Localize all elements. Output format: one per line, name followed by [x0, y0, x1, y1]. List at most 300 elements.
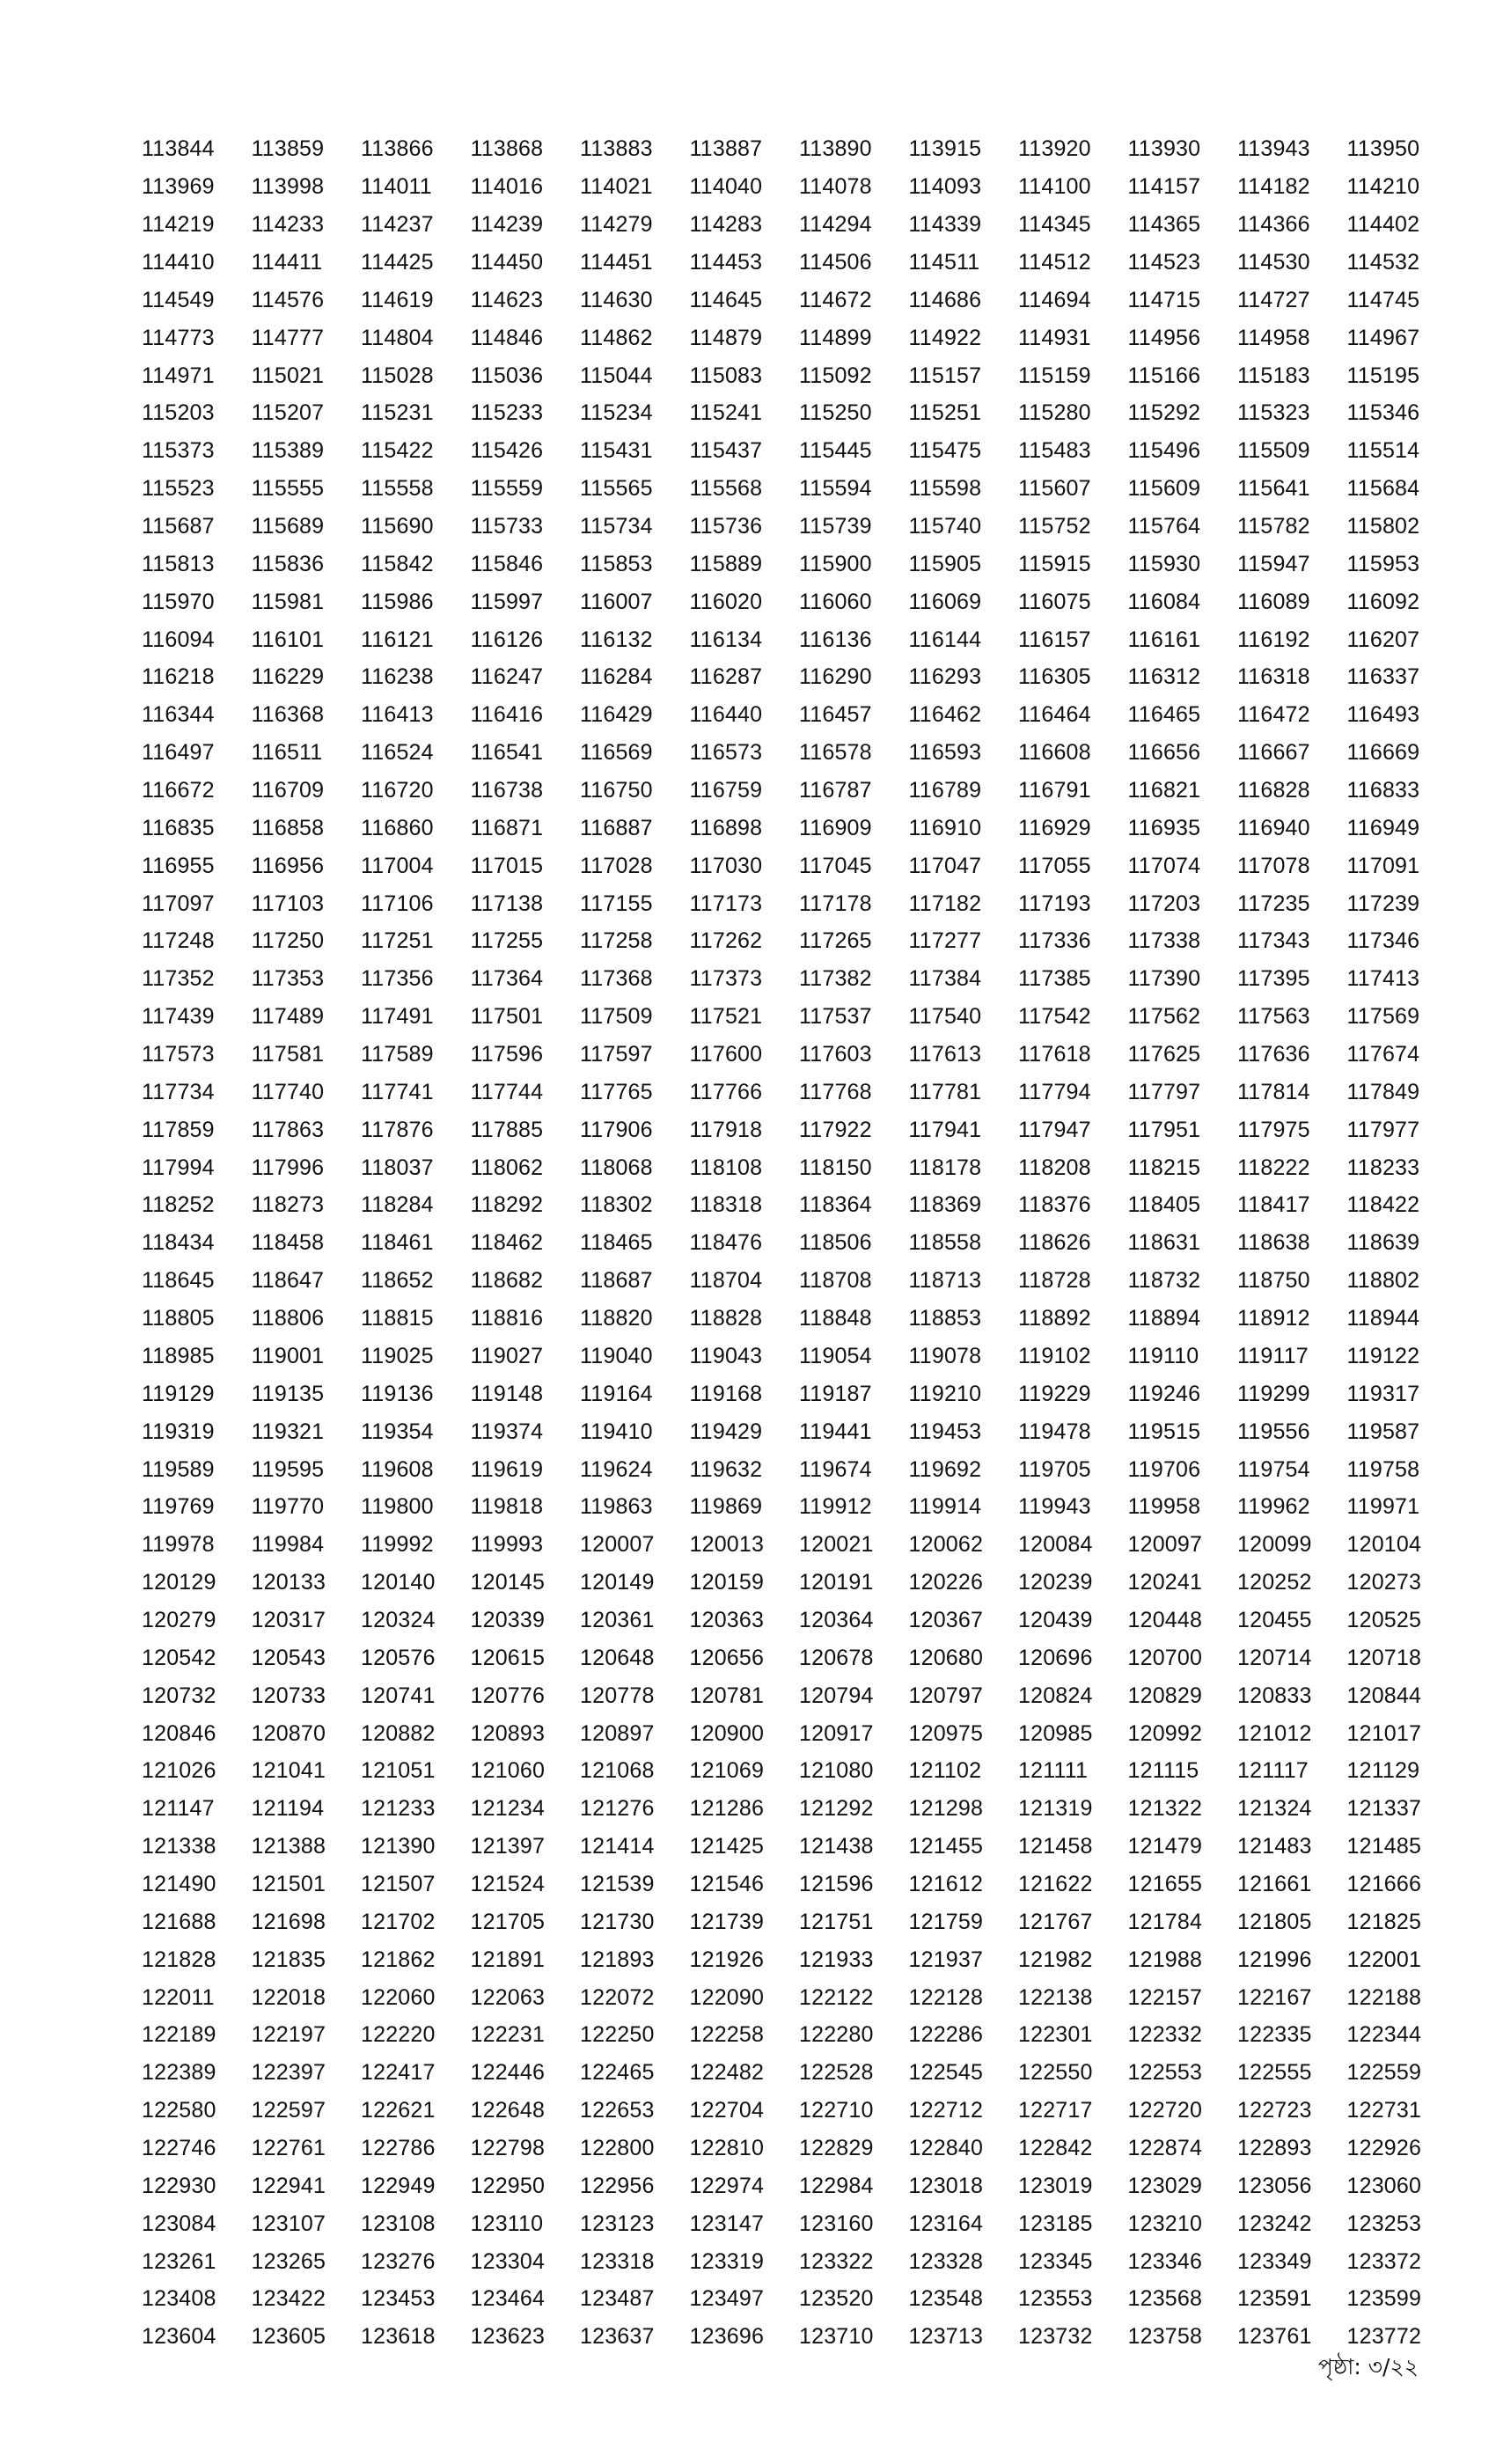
roll-number-cell: 119515 [1127, 1419, 1201, 1444]
roll-number-cell: 120794 [799, 1683, 874, 1708]
roll-number-cell: 120542 [142, 1645, 216, 1670]
roll-number-cell: 114530 [1237, 250, 1310, 275]
roll-number-cell: 115568 [689, 476, 763, 502]
roll-number-cell: 116092 [1346, 589, 1420, 614]
roll-number-cell: 115021 [251, 363, 325, 388]
roll-number-cell: 117091 [1346, 853, 1420, 878]
roll-number-cell: 115740 [908, 514, 982, 539]
roll-number-cell: 118417 [1237, 1192, 1310, 1218]
roll-number-cell: 114021 [580, 174, 653, 200]
roll-number-cell: 117353 [251, 966, 325, 992]
roll-number-cell: 116144 [908, 627, 982, 652]
roll-number-cell: 121739 [689, 1909, 765, 1934]
roll-number-cell: 122950 [470, 2173, 546, 2198]
roll-number-cell: 120678 [799, 1645, 874, 1670]
roll-number-cell: 115292 [1127, 400, 1201, 426]
roll-number-cell: 117336 [1018, 928, 1091, 954]
roll-number-cell: 121485 [1346, 1834, 1422, 1859]
roll-number-cell: 119168 [689, 1381, 763, 1406]
roll-number-cell: 113969 [142, 174, 215, 200]
roll-number-cell: 121622 [1018, 1871, 1093, 1896]
roll-number-cell: 120680 [908, 1645, 984, 1670]
roll-number-cell: 123019 [1018, 2173, 1093, 2198]
roll-number-cell: 123623 [470, 2324, 546, 2350]
roll-number-cell: 119102 [1018, 1343, 1091, 1368]
roll-number-cell: 120741 [361, 1683, 436, 1708]
roll-number-cell: 114157 [1127, 174, 1201, 200]
roll-number-cell: 116218 [142, 664, 215, 690]
roll-number-cell: 116898 [689, 815, 763, 840]
roll-number-cell: 119229 [1018, 1381, 1091, 1406]
roll-number-cell: 117975 [1237, 1117, 1310, 1142]
roll-number-cell: 123318 [580, 2248, 655, 2274]
roll-number-cell: 117250 [251, 928, 325, 954]
roll-number-cell: 116121 [361, 627, 434, 652]
roll-number-cell: 122231 [470, 2022, 546, 2048]
roll-number-cell: 116344 [142, 702, 215, 728]
roll-number-cell: 120870 [251, 1720, 326, 1746]
roll-number-cell: 122389 [142, 2060, 216, 2086]
roll-number-cell: 116465 [1127, 702, 1201, 728]
roll-number-cell: 115889 [689, 551, 763, 576]
roll-number-cell: 122559 [1346, 2060, 1422, 2086]
roll-number-cell: 117542 [1018, 1004, 1091, 1030]
roll-number-cell: 116955 [142, 853, 215, 878]
roll-number-cell: 122704 [689, 2098, 765, 2123]
roll-number-cell: 122482 [689, 2060, 765, 2086]
roll-number-cell: 122956 [580, 2173, 655, 2198]
roll-number-cell: 122332 [1127, 2022, 1203, 2048]
roll-number-cell: 117193 [1018, 891, 1091, 916]
roll-number-cell: 118631 [1127, 1230, 1201, 1256]
roll-number-cell: 118805 [142, 1306, 215, 1331]
roll-number-cell: 115607 [1018, 476, 1091, 502]
roll-number-cell: 116709 [251, 778, 325, 803]
roll-number-cell: 115251 [908, 400, 982, 426]
roll-number-cell: 115986 [361, 589, 434, 614]
roll-number-cell: 115689 [251, 514, 325, 539]
roll-number-cell: 116956 [251, 853, 325, 878]
roll-number-cell: 123548 [908, 2286, 984, 2312]
roll-number-cell: 116084 [1127, 589, 1201, 614]
page-number: পৃষ্ঠা: ৩/২২ [1317, 2354, 1419, 2380]
roll-number-cell: 120824 [1018, 1683, 1093, 1708]
roll-number-cell: 114093 [908, 174, 982, 200]
roll-number-cell: 120733 [251, 1683, 326, 1708]
roll-number-cell: 119971 [1346, 1494, 1420, 1520]
roll-number-cell: 118687 [580, 1268, 653, 1294]
roll-number-cell: 117338 [1127, 928, 1201, 954]
roll-number-cell: 117255 [470, 928, 544, 954]
roll-number-cell: 116464 [1018, 702, 1091, 728]
roll-number-cell: 114219 [142, 212, 215, 238]
roll-number-cell: 116287 [689, 664, 763, 690]
roll-number-cell: 115445 [799, 438, 872, 464]
roll-number-cell: 121501 [251, 1871, 326, 1896]
roll-number-cell: 120696 [1018, 1645, 1093, 1670]
roll-number-cell: 121490 [142, 1871, 216, 1896]
roll-number-cell: 118465 [580, 1230, 653, 1256]
roll-number-cell: 122926 [1346, 2135, 1422, 2160]
roll-number-cell: 117045 [799, 853, 872, 878]
roll-number-cell: 122553 [1127, 2060, 1203, 2086]
roll-number-cell: 119040 [580, 1343, 653, 1368]
roll-number-cell: 122731 [1346, 2098, 1422, 2123]
roll-number-cell: 121702 [361, 1909, 436, 1934]
roll-number-cell: 120778 [580, 1683, 655, 1708]
roll-number-cell: 118892 [1018, 1306, 1091, 1331]
roll-number-cell: 122893 [1237, 2135, 1312, 2160]
roll-number-cell: 119187 [799, 1381, 872, 1406]
roll-number-cell: 117603 [799, 1042, 872, 1067]
roll-number-cell: 113866 [361, 136, 434, 162]
roll-number-cell: 123349 [1237, 2248, 1312, 2274]
roll-number-cell: 115641 [1237, 476, 1310, 502]
roll-number-cell: 121026 [142, 1758, 216, 1784]
roll-number-cell: 118816 [470, 1306, 544, 1331]
roll-number-cell: 120439 [1018, 1607, 1093, 1632]
roll-number-cell: 119869 [689, 1494, 763, 1520]
roll-number-cell: 118369 [908, 1192, 982, 1218]
roll-number-cell: 117794 [1018, 1079, 1091, 1104]
roll-number-cell: 117859 [142, 1117, 215, 1142]
roll-number-cell: 115250 [799, 400, 872, 426]
roll-number-cell: 123346 [1127, 2248, 1203, 2274]
roll-number-cell: 117849 [1346, 1079, 1420, 1104]
roll-number-cell: 117589 [361, 1042, 434, 1067]
roll-number-cell: 114100 [1018, 174, 1091, 200]
roll-number-cell: 113887 [689, 136, 763, 162]
roll-number-cell: 118222 [1237, 1155, 1310, 1180]
roll-number-cell: 115044 [580, 363, 653, 388]
roll-number-cell: 118828 [689, 1306, 763, 1331]
roll-number-cell: 114745 [1346, 287, 1420, 312]
roll-number-cell: 115422 [361, 438, 434, 464]
roll-number-cell: 122723 [1237, 2098, 1312, 2123]
roll-number-cell: 114623 [470, 287, 544, 312]
roll-number-cell: 115195 [1346, 363, 1420, 388]
roll-number-cell: 119441 [799, 1419, 872, 1444]
roll-number-cell: 119993 [470, 1532, 544, 1558]
roll-number-cell: 123604 [142, 2324, 216, 2350]
roll-number-cell: 120149 [580, 1570, 655, 1595]
roll-number-cell: 115280 [1018, 400, 1091, 426]
roll-number-cell: 123520 [799, 2286, 874, 2312]
roll-number-cell: 116871 [470, 815, 544, 840]
roll-number-cell: 114425 [361, 250, 434, 275]
roll-number-cell: 120145 [470, 1570, 546, 1595]
roll-number-cell: 115915 [1018, 551, 1091, 576]
roll-number-cell: 118037 [361, 1155, 434, 1180]
roll-number-cell: 123591 [1237, 2286, 1312, 2312]
roll-number-cell: 117613 [908, 1042, 982, 1067]
roll-number-cell: 114922 [908, 325, 982, 350]
roll-number-cell: 120133 [251, 1570, 326, 1595]
roll-number-cell: 115813 [142, 551, 215, 576]
roll-number-cell: 119912 [799, 1494, 872, 1520]
roll-number-cell: 118639 [1346, 1230, 1420, 1256]
roll-number-cell: 118647 [251, 1268, 325, 1294]
roll-number-cell: 123408 [142, 2286, 216, 2312]
roll-number-cell: 115981 [251, 589, 325, 614]
roll-number-cell: 114899 [799, 325, 872, 350]
roll-number-cell: 120718 [1346, 1645, 1422, 1670]
roll-number-cell: 122528 [799, 2060, 874, 2086]
roll-number-cell: 121194 [251, 1796, 325, 1822]
roll-number-cell: 118178 [908, 1155, 982, 1180]
roll-number-cell: 117863 [251, 1117, 325, 1142]
roll-number-cell: 117173 [689, 891, 763, 916]
roll-number-cell: 116075 [1018, 589, 1091, 614]
roll-number-cell: 118985 [142, 1343, 215, 1368]
roll-number-cell: 117138 [470, 891, 544, 916]
roll-number-cell: 121926 [689, 1947, 765, 1972]
roll-number-cell: 117395 [1237, 966, 1310, 992]
roll-number-cell: 119769 [142, 1494, 215, 1520]
roll-number-cell: 118802 [1346, 1268, 1420, 1294]
roll-number-cell: 114011 [361, 174, 432, 200]
roll-number-cell: 117765 [580, 1079, 653, 1104]
roll-number-cell: 123108 [361, 2211, 436, 2236]
roll-number-cell: 122842 [1018, 2135, 1093, 2160]
roll-number-cell: 122761 [251, 2135, 326, 2160]
roll-number-cell: 113844 [142, 136, 215, 162]
roll-number-cell: 120363 [689, 1607, 765, 1632]
roll-number-cell: 123710 [799, 2324, 874, 2350]
roll-number-cell: 121111 [1018, 1758, 1089, 1784]
roll-number-cell: 118150 [799, 1155, 872, 1180]
roll-number-cell: 116157 [1018, 627, 1091, 652]
roll-number-cell: 121862 [361, 1947, 436, 1972]
roll-number-cell: 119025 [361, 1343, 434, 1368]
roll-number-cell: 121388 [251, 1834, 326, 1859]
roll-number-cell: 114233 [251, 212, 325, 238]
roll-number-cell: 120324 [361, 1607, 436, 1632]
roll-number-cell: 120917 [799, 1720, 874, 1746]
roll-number-cell: 117600 [689, 1042, 763, 1067]
roll-number-cell: 122800 [580, 2135, 655, 2160]
roll-number-cell: 117106 [361, 891, 434, 916]
roll-number-cell: 117413 [1346, 966, 1420, 992]
roll-number-cell: 119317 [1346, 1381, 1420, 1406]
roll-number-cell: 123029 [1127, 2173, 1203, 2198]
roll-number-cell: 123261 [142, 2248, 216, 2274]
roll-number-cell: 122344 [1346, 2022, 1422, 2048]
roll-number-cell: 118252 [142, 1192, 215, 1218]
roll-number-cell: 122930 [142, 2173, 216, 2198]
roll-number-cell: 120361 [580, 1607, 655, 1632]
roll-number-cell: 121414 [580, 1834, 655, 1859]
roll-number-cell: 115234 [580, 400, 653, 426]
roll-number-cell: 123713 [908, 2324, 984, 2350]
roll-number-cell: 115900 [799, 551, 872, 576]
roll-number-cell: 116593 [908, 740, 982, 766]
roll-number-cell: 120829 [1127, 1683, 1203, 1708]
roll-number-cell: 117906 [580, 1117, 653, 1142]
roll-number-cell: 118108 [689, 1155, 763, 1180]
roll-number-cell: 115509 [1237, 438, 1310, 464]
roll-number-cell: 120975 [908, 1720, 984, 1746]
roll-number-cell: 121891 [470, 1947, 546, 1972]
roll-number-cell: 117265 [799, 928, 872, 954]
roll-number-cell: 116094 [142, 627, 215, 652]
roll-number-cell: 115836 [251, 551, 325, 576]
roll-number-cell: 118434 [142, 1230, 215, 1256]
roll-number-cell: 122063 [470, 1984, 546, 2010]
roll-number-cell: 117439 [142, 1004, 215, 1030]
roll-number-cell: 122090 [689, 1984, 765, 2010]
roll-number-cell: 121068 [580, 1758, 655, 1784]
roll-number-cell: 122122 [799, 1984, 874, 2010]
roll-number-cell: 116126 [470, 627, 544, 652]
roll-number-cell: 121937 [908, 1947, 984, 1972]
roll-number-cell: 122545 [908, 2060, 984, 2086]
roll-number-cell: 117390 [1127, 966, 1201, 992]
roll-number-cell: 118284 [361, 1192, 434, 1218]
roll-number-cell: 122197 [251, 2022, 326, 2048]
roll-number-cell: 121988 [1127, 1947, 1203, 1972]
roll-number-cell: 116541 [470, 740, 544, 766]
roll-number-cell: 120615 [470, 1645, 546, 1670]
roll-number-cell: 117947 [1018, 1117, 1091, 1142]
roll-number-cell: 122648 [470, 2098, 546, 2123]
roll-number-cell: 115736 [689, 514, 763, 539]
roll-number-cell: 115389 [251, 438, 325, 464]
roll-number-cell: 122220 [361, 2022, 436, 2048]
roll-number-cell: 122280 [799, 2022, 874, 2048]
roll-number-cell: 118853 [908, 1306, 982, 1331]
roll-number-cell: 123084 [142, 2211, 216, 2236]
roll-number-cell: 116791 [1018, 778, 1091, 803]
roll-number-cell: 114523 [1127, 250, 1201, 275]
roll-number-cell: 122710 [799, 2098, 874, 2123]
roll-number-cell: 123618 [361, 2324, 436, 2350]
roll-number-cell: 117781 [908, 1079, 982, 1104]
roll-number-cell: 121933 [799, 1947, 874, 1972]
roll-number-cell: 115558 [361, 476, 434, 502]
roll-number-cell: 115846 [470, 551, 544, 576]
roll-number-cell: 119136 [361, 1381, 434, 1406]
roll-number-cell: 116312 [1127, 664, 1201, 690]
roll-number-cell: 120700 [1127, 1645, 1203, 1670]
roll-number-cell: 119027 [470, 1343, 544, 1368]
roll-number-cell: 119374 [470, 1419, 544, 1444]
roll-number-cell: 121286 [689, 1796, 765, 1822]
roll-number-cell: 121698 [251, 1909, 326, 1934]
roll-number-cell: 121612 [908, 1871, 984, 1896]
roll-number-cell: 120159 [689, 1570, 765, 1595]
roll-number-cell: 118704 [689, 1268, 763, 1294]
roll-number-cell: 120846 [142, 1720, 216, 1746]
roll-number-cell: 114549 [142, 287, 215, 312]
roll-number-cell: 116290 [799, 664, 872, 690]
roll-number-cell: 117537 [799, 1004, 872, 1030]
roll-number-cell: 116935 [1127, 815, 1201, 840]
roll-number-cell: 118750 [1237, 1268, 1310, 1294]
roll-number-cell: 120844 [1346, 1683, 1422, 1708]
roll-number-cell: 121596 [799, 1871, 874, 1896]
roll-number-cell: 116759 [689, 778, 763, 803]
roll-number-cell: 120882 [361, 1720, 436, 1746]
roll-number-cell: 120364 [799, 1607, 874, 1632]
roll-number-cell: 114956 [1127, 325, 1201, 350]
roll-number-cell: 116887 [580, 815, 653, 840]
roll-number-cell: 116667 [1237, 740, 1310, 766]
roll-number-cell: 113890 [799, 136, 872, 162]
roll-number-cell: 121705 [470, 1909, 546, 1934]
roll-number-cell: 114971 [142, 363, 215, 388]
roll-number-cell: 119587 [1346, 1419, 1420, 1444]
roll-number-cell: 115159 [1018, 363, 1091, 388]
roll-number-cell: 116672 [142, 778, 215, 803]
roll-number-cell: 119943 [1018, 1494, 1091, 1520]
roll-number-cell: 119978 [142, 1532, 215, 1558]
roll-number-cell: 116161 [1127, 627, 1201, 652]
roll-number-cell: 116909 [799, 815, 872, 840]
roll-number-cell: 119054 [799, 1343, 872, 1368]
roll-number-cell: 117155 [580, 891, 653, 916]
roll-number-cell: 115514 [1346, 438, 1420, 464]
roll-number-cell: 119129 [142, 1381, 215, 1406]
roll-number-cell: 117097 [142, 891, 215, 916]
roll-number-cell: 115373 [142, 438, 215, 464]
roll-number-cell: 121060 [470, 1758, 546, 1784]
roll-number-cell: 120226 [908, 1570, 984, 1595]
roll-number-cell: 114694 [1018, 287, 1091, 312]
roll-number-cell: 120099 [1237, 1532, 1312, 1558]
roll-number-cell: 114862 [580, 325, 653, 350]
roll-number-cell: 115734 [580, 514, 653, 539]
roll-number-cell: 118728 [1018, 1268, 1091, 1294]
roll-number-cell: 119800 [361, 1494, 434, 1520]
roll-number-cell: 117103 [251, 891, 325, 916]
roll-number-cell: 117741 [361, 1079, 434, 1104]
roll-number-cell: 119984 [251, 1532, 325, 1558]
roll-number-cell: 123761 [1237, 2324, 1312, 2350]
roll-number-cell: 115905 [908, 551, 982, 576]
roll-number-cell: 120455 [1237, 1607, 1312, 1632]
roll-number-cell: 116578 [799, 740, 872, 766]
roll-number-cell: 122712 [908, 2098, 984, 2123]
roll-number-cell: 114958 [1237, 325, 1310, 350]
roll-number-cell: 120732 [142, 1683, 216, 1708]
roll-number-cell: 120084 [1018, 1532, 1093, 1558]
roll-number-cell: 118302 [580, 1192, 653, 1218]
roll-number-cell: 117078 [1237, 853, 1310, 878]
roll-number-cell: 116750 [580, 778, 653, 803]
roll-number-cell: 121828 [142, 1947, 216, 1972]
roll-number-cell: 121041 [251, 1758, 326, 1784]
roll-number-cell: 113998 [251, 174, 325, 200]
roll-number-cell: 117178 [799, 891, 872, 916]
roll-number-cell: 122786 [361, 2135, 436, 2160]
roll-number-cell: 121233 [361, 1796, 436, 1822]
roll-number-cell: 119624 [580, 1456, 653, 1482]
roll-number-cell: 116429 [580, 702, 653, 728]
roll-number-cell: 122128 [908, 1984, 984, 2010]
roll-number-cell: 121455 [908, 1834, 984, 1859]
roll-number-cell: 122746 [142, 2135, 216, 2160]
roll-number-cell: 114283 [689, 212, 763, 238]
roll-number-cell: 114630 [580, 287, 653, 312]
roll-number-cell: 121425 [689, 1834, 765, 1859]
roll-number-cell: 121012 [1237, 1720, 1312, 1746]
roll-number-cell: 121982 [1018, 1947, 1093, 1972]
roll-number-cell: 120239 [1018, 1570, 1093, 1595]
roll-number-cell: 123322 [799, 2248, 874, 2274]
roll-number-cell: 116720 [361, 778, 434, 803]
roll-number-cell: 115437 [689, 438, 763, 464]
